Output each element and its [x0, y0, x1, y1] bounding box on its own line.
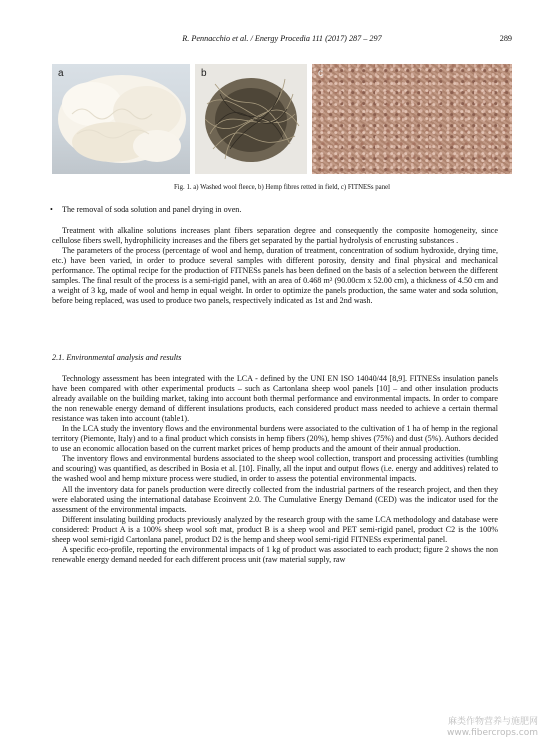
- section-heading: 2.1. Environmental analysis and results: [52, 353, 182, 362]
- paragraph: The parameters of the process (percentage of wool and hemp, duration of treatment, concentration of sodium hydroxide, drying time, etc.) have been varied, in order to produce several samples with different porosity, density and final physical and mechanical performance. The optimal recipe for the production of FITNESs panels has been defined on the basis of a selection between the different samples. The final result of the process is a semi-rigid panel, with an area of 0.468 m² (90.00cm x 52.00 cm), a thickness of 4.50 cm and a weight of 3 kg, made of wool and hemp in equal weight. In order to optimize the panels production, the same water and soda solution, before being replaced, was used to produce two panels, respectively indicated as 1st and 2nd wash.: [52, 246, 498, 306]
- figure-caption: Fig. 1. a) Washed wool fleece, b) Hemp fibres retted in field, c) FITNESs panel: [173, 184, 390, 191]
- wool-fleece-image: [52, 64, 190, 174]
- paragraph: A specific eco-profile, reporting the environmental impacts of 1 kg of product was associated to each product; figure 2 shows the non renewable energy demand needed for each different process unit (raw material supply, raw: [52, 544, 498, 564]
- paragraph: In the LCA study the inventory flows and the environmental burdens were associated to the cultivation of 1 ha of hemp in the regional territory (Piemonte, Italy) and to a final product which consists in hemp fibers (20%), hemp shives (75%) and dust (5%). Authors decided to use an economic allocation based on the current market prices of hemp products and the amount of their annual production.: [52, 424, 498, 454]
- running-header: [52, 34, 512, 46]
- hemp-fibres-image: [195, 64, 307, 174]
- watermark: [447, 717, 538, 739]
- body-text-bottom: [52, 374, 498, 565]
- panel-label-b: b: [201, 68, 207, 79]
- watermark-line-2: www.fibercrops.com: [447, 728, 538, 738]
- figure-panel-fitness-panel: [312, 64, 512, 174]
- paragraph: The inventory flows and environmental burdens associated to the sheep wool collection, transport and processing activities (tumbling and scouring) was quantified, as described in Bosia et al. [10]. Finally, all the input and output flows (i.e. energy and additives) related to the washed wool and hemp mixture process were studied, in order to assess the potential environmental impacts.: [52, 454, 498, 484]
- paragraph: Treatment with alkaline solutions increases plant fibers separation degree and consequently the composite homogeneity, since cellulose fibers swell, hydrophilicity increases and the fibers get separated by the partial hydrolysis of encrusting substances .: [52, 226, 498, 246]
- figure-panel-hemp-fibres: [195, 64, 307, 174]
- bullet-dot-icon: •: [50, 205, 53, 214]
- bullet-text: The removal of soda solution and panel drying in oven.: [62, 205, 242, 214]
- page-number: 289: [499, 34, 512, 43]
- running-title: R. Pennacchio et al. / Energy Procedia 111 (2017) 287 – 297: [182, 34, 382, 43]
- body-text-top: [52, 226, 498, 306]
- paragraph: All the inventory data for panels production were directly collected from the industrial partners of the research project, and then they were elaborated using the international database Ecoinvent 2.0. The Cumulative Energy Demand (CED) was the indicator used for the assessment of the environmental impacts.: [52, 484, 498, 514]
- panel-label-a: a: [58, 68, 64, 79]
- figure-panel-wool-fleece: [52, 64, 190, 174]
- bullet-item: [50, 205, 498, 214]
- paragraph: Different insulating building products previously analyzed by the research group with the same LCA methodology and database were considered: Product A is a 100% sheep wool soft mat, product B is a sheep wool and PET semi-rigid panel, product C2 is the 100% sheep wool semi-rigid Cartonlana panel, product D2 is the hemp and sheep wool semi-rigid FITNESs experimental panel.: [52, 514, 498, 544]
- panel-label-c: c: [318, 68, 323, 79]
- paragraph: Technology assessment has been integrated with the LCA - defined by the UNI EN ISO 14040/44 [8,9]. FITNESs insulation panels have been compared with other experimental products – such as Cartonlana sheep wool panels [10] – and other insulation products already available on the building market, taking into account both thermal performance and environmental impacts. In order to compare the non renewable energy demand of different insulations products, each considered product mass needed to achieve a certain thermal resistance was taken into account (table1).: [52, 374, 498, 424]
- watermark-line-1: 麻类作物营养与施肥网: [447, 717, 538, 727]
- figure-1: [52, 64, 512, 174]
